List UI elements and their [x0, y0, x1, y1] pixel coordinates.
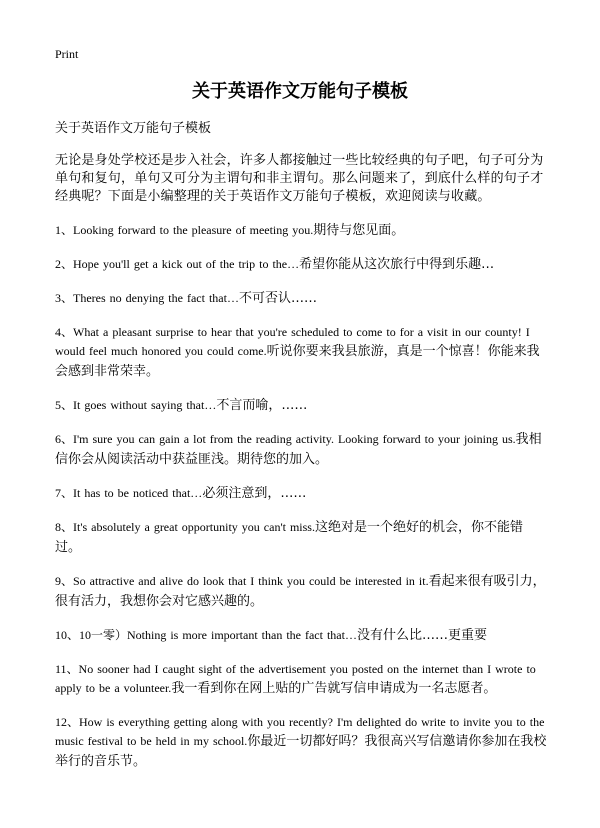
sentence-item-2 [55, 254, 547, 274]
sentence-english: 8、It's absolutely a great opportunity you can't miss. [55, 520, 315, 534]
sentence-chinese: 看起来很有吸引力，很有活力，我想你会对它感兴趣的。 [55, 574, 546, 609]
sentence-item-10 [55, 625, 547, 645]
sentence-chinese: 我相信你会从阅读活动中获益匪浅。期待您的加入。 [55, 432, 542, 467]
sentence-english: 2、Hope you'll get a kick out of the trip to the… [55, 257, 300, 271]
sentence-english: 9、So attractive and alive do look that I think you could be interested in it. [55, 574, 429, 588]
sentence-chinese: 不可否认…… [238, 291, 317, 306]
sentence-chinese: 期待与您见面。 [313, 223, 405, 238]
sentence-item-9 [55, 571, 547, 611]
sentence-chinese: 没有什么比……更重要 [356, 628, 487, 643]
article-body [55, 120, 547, 785]
article-subtitle: 关于英语作文万能句子模板 [55, 121, 212, 136]
sentence-english: 11、No sooner had I caught sight of the advertisement you posted on the internet than I wrote to apply to be a volunteer. [55, 662, 536, 695]
sentence-chinese: 我一看到你在网上贴的广告就写信申请成为一名志愿者。 [171, 681, 497, 696]
sentence-item-6 [55, 429, 547, 469]
sentence-item-11 [55, 659, 547, 698]
sentence-english: 7、It has to be noticed that… [55, 486, 203, 500]
sentence-english: 5、It goes without saying that… [55, 398, 217, 412]
sentence-item-12 [55, 712, 547, 771]
sentence-item-1 [55, 220, 547, 240]
sentence-item-7 [55, 483, 547, 503]
sentence-item-5 [55, 395, 547, 415]
page-title: 关于英语作文万能句子模板 [192, 81, 408, 102]
sentence-english: 1、Looking forward to the pleasure of meeting you. [55, 223, 314, 237]
sentence-english: 12、How is everything getting along with you recently? I'm delighted do write to invite you to the music festival to be held in my school. [55, 715, 545, 748]
sentence-item-3 [55, 288, 547, 308]
sentence-english: 6、I'm sure you can gain a lot from the reading activity. Looking forward to your joining us. [55, 432, 516, 446]
sentence-english: 10、10一零）Nothing is more important than the fact that… [55, 628, 357, 642]
sentence-chinese: 必须注意到，…… [202, 486, 307, 501]
sentence-chinese: 你最近一切都好吗？我很高兴写信邀请你参加在我校举行的音乐节。 [55, 734, 547, 769]
sentence-item-4 [55, 322, 547, 381]
sentence-chinese: 不言而喻，…… [216, 398, 308, 413]
sentence-english: 3、Theres no denying the fact that… [55, 291, 239, 305]
sentence-chinese: 希望你能从这次旅行中得到乐趣… [299, 257, 495, 272]
sentence-chinese: 这绝对是一个绝好的机会，你不能错过。 [55, 520, 523, 555]
sentence-chinese: 听说你要来我县旅游，真是一个惊喜！你能来我会感到非常荣幸。 [55, 344, 540, 379]
article-intro: 无论是身处学校还是步入社会，许多人都接触过一些比较经典的句子吧，句子可分为单句和复句，单句又可分为主谓句和非主谓句。那么问题来了，到底什么样的句子才经典呢？下面是小编整理的关于英语作文万能句子模板，欢迎阅读与收藏。 [55, 153, 544, 204]
sentence-item-8 [55, 517, 547, 557]
print-label: Print [55, 47, 79, 61]
sentence-english: 4、What a pleasant surprise to hear that you're scheduled to come to for a visit in our county! I would feel much honored you could come. [55, 325, 530, 358]
